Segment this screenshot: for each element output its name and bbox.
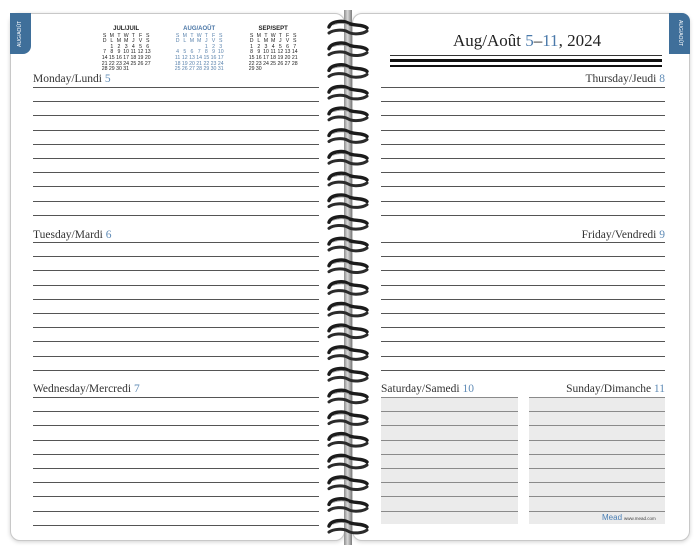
mini-calendar-cell: 22	[108, 60, 115, 67]
mini-calendar-cell: 22	[248, 60, 255, 67]
mini-calendar-cell: 5	[183, 49, 187, 56]
writing-line[interactable]	[381, 285, 665, 286]
writing-line[interactable]	[529, 454, 665, 455]
writing-line[interactable]	[381, 327, 665, 328]
month-tab-right[interactable]: AUG/AOÛT	[669, 13, 690, 54]
mini-calendar-cell: F	[138, 32, 143, 39]
mini-calendar-cell: 15	[203, 54, 210, 61]
writing-line[interactable]	[381, 87, 665, 88]
mini-calendar-august	[174, 27, 224, 73]
writing-line[interactable]	[33, 313, 319, 314]
week-title-end-day: 11	[542, 31, 559, 50]
writing-line[interactable]	[33, 87, 319, 88]
mini-calendar-cell: M	[109, 32, 114, 39]
mini-calendar-cell: 17	[217, 54, 224, 61]
mini-calendar-cell: V	[211, 38, 216, 45]
day-label-thursday: Thursday/Jeudi 8	[585, 73, 665, 85]
writing-line[interactable]	[33, 215, 319, 216]
mini-calendar-cell: 5	[139, 43, 142, 50]
mini-calendar-cell: D	[175, 38, 180, 45]
writing-line[interactable]	[33, 496, 319, 497]
day-label-sunday: Sunday/Dimanche 11	[566, 383, 665, 395]
mini-calendar-cell: 18	[130, 54, 137, 61]
writing-line[interactable]	[529, 482, 665, 483]
mini-calendar-cell: 10	[123, 49, 130, 56]
writing-line[interactable]	[381, 115, 665, 116]
writing-line[interactable]	[33, 201, 319, 202]
mini-calendar-cell: S	[292, 32, 297, 39]
writing-line[interactable]	[33, 468, 319, 469]
mini-calendar-cell: 19	[137, 54, 144, 61]
mini-calendar-cell: 26	[181, 66, 188, 73]
mini-calendar-cell: 13	[189, 54, 195, 61]
mini-calendar-september	[248, 27, 298, 73]
week-title-year: , 2024	[558, 31, 602, 50]
mini-calendar-cell: 25	[270, 60, 277, 67]
mini-calendar-cell: 21	[101, 60, 108, 67]
writing-line[interactable]	[381, 299, 665, 300]
day-label-saturday: Saturday/Samedi 10	[381, 383, 474, 395]
writing-line[interactable]	[381, 454, 518, 455]
mini-calendar-cell: L	[183, 38, 187, 45]
writing-line[interactable]	[381, 172, 665, 173]
writing-line[interactable]	[381, 411, 518, 412]
mini-calendar-cell: 16	[116, 54, 122, 61]
writing-line[interactable]	[33, 525, 319, 526]
mini-calendar-cell: 19	[181, 60, 188, 67]
mini-calendar-cell: 21	[196, 60, 203, 67]
spiral-coil	[329, 282, 367, 294]
mini-calendar-cell: V	[285, 38, 290, 45]
mini-calendar-cell: T	[264, 32, 268, 39]
spiral-coil	[329, 65, 367, 77]
mini-calendar-cell: 23	[255, 60, 262, 67]
mini-calendar-cell: 13	[284, 49, 291, 56]
writing-line[interactable]	[381, 356, 665, 357]
mini-calendar-cell: T	[190, 32, 194, 39]
mini-calendar-week-row	[174, 67, 224, 73]
spiral-coil	[329, 108, 367, 120]
mini-calendar-cell: 27	[144, 60, 151, 67]
mini-calendar-cell: 13	[144, 49, 151, 56]
mini-calendar-cell: 20	[144, 54, 151, 61]
writing-line[interactable]	[33, 454, 319, 455]
mini-calendar-cell: L	[110, 38, 114, 45]
writing-line[interactable]	[529, 411, 665, 412]
mini-calendar-cell: 2	[212, 43, 215, 50]
mini-calendar-cell: 2	[257, 43, 261, 50]
mini-calendar-cell: 14	[291, 49, 298, 56]
writing-line[interactable]	[381, 242, 665, 243]
mini-calendar-cell: 27	[284, 60, 291, 67]
spiral-binding	[323, 10, 373, 546]
writing-line[interactable]	[381, 270, 665, 271]
mini-calendar-cell: S	[102, 32, 107, 39]
writing-line[interactable]	[33, 172, 319, 173]
mini-calendar-cell: M	[196, 38, 202, 45]
mini-calendar-cell: T	[278, 32, 282, 39]
mini-calendar-cell: 4	[131, 43, 135, 50]
mini-calendar-cell	[270, 67, 277, 73]
mini-calendar-cell: 8	[204, 49, 208, 56]
spiral-coil	[329, 238, 367, 250]
mini-calendar-cell: 6	[146, 43, 150, 50]
mini-calendar-cell: 1	[110, 43, 114, 50]
week-title	[412, 31, 642, 51]
mini-calendar-week-row	[101, 67, 151, 73]
month-tab-left[interactable]: AUG/AOÛT	[10, 13, 31, 54]
day-label-tuesday: Tuesday/Mardi 6	[33, 229, 112, 241]
writing-line[interactable]	[33, 144, 319, 145]
mini-calendar-cell: 16	[210, 54, 217, 61]
mini-calendar-cell: 23	[210, 60, 217, 67]
header-rule-thick	[390, 59, 662, 62]
mini-calendar-cell: 3	[264, 43, 268, 50]
mini-calendar-cell: 9	[212, 49, 215, 56]
mini-calendar-cell: T	[131, 32, 135, 39]
writing-line[interactable]	[33, 341, 319, 342]
spiral-coil	[329, 217, 367, 229]
mini-calendar-cell	[144, 67, 151, 73]
mini-calendar-cell: M	[270, 38, 276, 45]
mini-calendar-cell: S	[249, 32, 254, 39]
mini-calendar-cell: 30	[116, 66, 122, 73]
mini-calendar-cell: T	[117, 32, 121, 39]
mini-calendar-cell: 16	[255, 54, 262, 61]
mini-calendar-cell: V	[138, 38, 143, 45]
mini-calendar-cell: T	[204, 32, 208, 39]
sunday-area[interactable]	[529, 397, 665, 524]
spiral-coil	[329, 455, 367, 467]
mini-calendar-cell	[291, 67, 298, 73]
spiral-coil	[329, 173, 367, 185]
writing-line[interactable]	[529, 468, 665, 469]
writing-line[interactable]	[381, 130, 665, 131]
mini-calendar-cell: D	[249, 38, 254, 45]
writing-line[interactable]	[33, 327, 319, 328]
writing-line[interactable]	[33, 115, 319, 116]
writing-line[interactable]	[529, 440, 665, 441]
mini-calendar-cell: 23	[116, 60, 122, 67]
mini-calendar-cell	[284, 67, 291, 73]
mini-calendar-cell: 25	[130, 60, 137, 67]
mini-calendar-cell: S	[145, 32, 150, 39]
mini-calendar-cell: 18	[174, 60, 181, 67]
mini-calendar-cell: M	[256, 32, 261, 39]
writing-line[interactable]	[33, 425, 319, 426]
writing-line[interactable]	[33, 270, 319, 271]
mini-calendar-cell: 17	[263, 54, 269, 61]
writing-line[interactable]	[33, 511, 319, 512]
mini-calendar-cell: 11	[130, 49, 137, 56]
mini-calendar-cell: D	[102, 38, 107, 45]
mini-calendar-cell: 3	[124, 43, 128, 50]
spiral-coil	[329, 520, 367, 532]
writing-line[interactable]	[33, 242, 319, 243]
writing-line[interactable]	[381, 256, 665, 257]
left-page	[10, 13, 345, 541]
mini-calendar-cell: 3	[219, 43, 223, 50]
writing-line[interactable]	[33, 370, 319, 371]
writing-line[interactable]	[381, 144, 665, 145]
writing-line[interactable]	[381, 201, 665, 202]
mini-calendar-cell	[137, 67, 144, 73]
spiral-coil	[329, 499, 367, 511]
mini-calendar-cell: J	[279, 38, 282, 45]
mini-calendar-cell: W	[196, 32, 202, 39]
mini-calendar-cell: 14	[101, 54, 108, 61]
mini-calendar-cell: J	[132, 38, 135, 45]
writing-line[interactable]	[33, 397, 319, 398]
writing-line[interactable]	[33, 285, 319, 286]
writing-line[interactable]	[381, 425, 518, 426]
mini-calendar-cell: 12	[181, 54, 188, 61]
week-title-start-day: 5	[525, 31, 534, 50]
spiral-coil	[329, 130, 367, 142]
mini-calendar-cell: 29	[203, 66, 210, 73]
mini-calendar-cell: 4	[176, 49, 180, 56]
writing-line[interactable]	[381, 341, 665, 342]
mini-calendar-cell: 19	[277, 54, 284, 61]
mini-calendar-july	[101, 27, 151, 73]
spiral-coil	[329, 477, 367, 489]
mini-calendar-cell: 18	[270, 54, 277, 61]
mini-calendar-cell: 20	[189, 60, 195, 67]
spiral-coil	[329, 325, 367, 337]
writing-line[interactable]	[381, 511, 518, 512]
mini-calendar-cell: M	[182, 32, 187, 39]
writing-line[interactable]	[33, 101, 319, 102]
mini-calendar-cell: 17	[123, 54, 130, 61]
week-title-month: Aug/Août	[452, 31, 521, 50]
mini-calendar-cell: 31	[123, 66, 130, 73]
spiral-coil	[329, 390, 367, 402]
mini-calendar-cell: 9	[257, 49, 261, 56]
mini-calendar-cell: 1	[204, 43, 208, 50]
spiral-coil	[329, 260, 367, 272]
writing-line[interactable]	[381, 101, 665, 102]
mini-calendar-cell: M	[123, 38, 129, 45]
mini-calendar-cell: M	[116, 38, 122, 45]
spiral-coil	[329, 412, 367, 424]
mini-calendar-cell: 12	[277, 49, 284, 56]
mini-calendar-cell: M	[263, 38, 269, 45]
mini-calendar-cell: S	[175, 32, 180, 39]
mini-calendar-cell: M	[189, 38, 195, 45]
mini-calendar-title: JUL/JUIL	[113, 26, 140, 32]
spiral-coil	[329, 21, 367, 33]
spiral-coil	[329, 43, 367, 55]
day-label-wednesday: Wednesday/Mercredi 7	[33, 383, 140, 395]
mini-calendar-cell: 8	[110, 49, 114, 56]
mini-calendar-cell: F	[285, 32, 290, 39]
mini-calendar-cell	[262, 67, 269, 73]
spiral-coil	[329, 303, 367, 315]
day-label-friday: Friday/Vendredi 9	[581, 229, 665, 241]
mini-calendar-cell: 29	[108, 66, 115, 73]
writing-line[interactable]	[381, 397, 518, 398]
mini-calendar-cell: 28	[196, 66, 203, 73]
spiral-coil	[329, 347, 367, 359]
mini-calendar-cell: 7	[293, 43, 297, 50]
mini-calendar-cell: J	[205, 38, 208, 45]
mini-calendar-cell: 7	[103, 49, 107, 56]
mini-calendar-cell: S	[218, 38, 223, 45]
writing-line[interactable]	[381, 158, 665, 159]
mini-calendar-cell: W	[270, 32, 276, 39]
mini-calendar-cell: 27	[189, 66, 195, 73]
header-rule-bottom	[390, 65, 662, 67]
writing-line[interactable]	[381, 313, 665, 314]
mini-calendar-cell	[277, 67, 284, 73]
writing-line[interactable]	[33, 411, 319, 412]
writing-line[interactable]	[381, 468, 518, 469]
mini-calendar-cell: 12	[137, 49, 144, 56]
mini-calendar-cell: 20	[284, 54, 291, 61]
writing-line[interactable]	[33, 158, 319, 159]
week-title-dash: –	[533, 31, 543, 50]
mini-calendar-cell: 8	[250, 49, 254, 56]
writing-line[interactable]	[33, 356, 319, 357]
header-rule-thin	[390, 55, 662, 56]
mini-calendar-cell: 1	[250, 43, 254, 50]
writing-line[interactable]	[33, 440, 319, 441]
mini-calendar-cell: S	[218, 32, 223, 39]
mini-calendar-cell: 15	[108, 54, 115, 61]
writing-line[interactable]	[529, 511, 665, 512]
mini-calendar-cell: 14	[196, 54, 203, 61]
mini-calendar-cell: 24	[123, 60, 130, 67]
mini-calendar-cell: S	[145, 38, 150, 45]
mini-calendar-cell: 26	[137, 60, 144, 67]
writing-line[interactable]	[381, 186, 665, 187]
writing-line[interactable]	[529, 397, 665, 398]
mini-calendar-cell: 31	[217, 66, 224, 73]
mini-calendar-cell	[130, 67, 137, 73]
day-label-monday: Monday/Lundi 5	[33, 73, 111, 85]
writing-line[interactable]	[33, 482, 319, 483]
saturday-area[interactable]	[381, 397, 518, 524]
mini-calendar-cell: 30	[255, 66, 262, 73]
mini-calendar-cell: 6	[286, 43, 289, 50]
mini-calendar-cell: 15	[248, 54, 255, 61]
spiral-coil	[329, 369, 367, 381]
writing-line[interactable]	[381, 440, 518, 441]
spiral-coil	[329, 152, 367, 164]
writing-line[interactable]	[33, 256, 319, 257]
mini-calendar-cell: 26	[277, 60, 284, 67]
writing-line[interactable]	[529, 425, 665, 426]
mini-calendar-cell: 11	[270, 49, 276, 56]
mini-calendar-cell: 30	[210, 66, 217, 73]
writing-line[interactable]	[381, 496, 518, 497]
mini-calendar-week-row	[248, 67, 298, 73]
writing-line[interactable]	[381, 482, 518, 483]
mini-calendar-cell: 29	[248, 66, 255, 73]
writing-line[interactable]	[381, 370, 665, 371]
spiral-coil	[329, 434, 367, 446]
mini-calendar-cell: 10	[217, 49, 224, 56]
mini-calendar-cell: L	[257, 38, 261, 45]
mini-calendar-cell: 2	[117, 43, 121, 50]
mini-calendar-title: AUG/AOÛT	[183, 26, 216, 32]
spiral-coil	[329, 86, 367, 98]
writing-line[interactable]	[33, 130, 319, 131]
mini-calendar-cell: 24	[217, 60, 224, 67]
writing-line[interactable]	[33, 299, 319, 300]
mini-calendar-title: SEP/SEPT	[258, 26, 288, 32]
spiral-coil	[329, 195, 367, 207]
mini-calendar-cell: 24	[263, 60, 269, 67]
mini-calendar-cell: 10	[263, 49, 269, 56]
writing-line[interactable]	[33, 186, 319, 187]
mini-calendar-cell: 21	[291, 54, 298, 61]
mini-calendar-cell: S	[292, 38, 297, 45]
mini-calendar-cell: 6	[190, 49, 194, 56]
mini-calendar-cell: 4	[271, 43, 275, 50]
brand-website: www.mead.com	[624, 516, 656, 521]
mini-calendar-cell: 28	[101, 66, 108, 73]
writing-line[interactable]	[529, 496, 665, 497]
mini-calendar-cell: 11	[174, 54, 181, 61]
mini-calendar-cell: 5	[278, 43, 282, 50]
mini-calendar-cell: W	[123, 32, 129, 39]
mini-calendar-cell: 28	[291, 60, 298, 67]
mini-calendar-cell: 9	[117, 49, 121, 56]
mini-calendar-cell: 22	[203, 60, 210, 67]
brand-logo	[602, 513, 656, 522]
writing-line[interactable]	[381, 215, 665, 216]
brand-name: Mead	[602, 513, 623, 522]
mini-calendar-cell: 25	[174, 66, 181, 73]
mini-calendar-cell: F	[211, 32, 216, 39]
mini-calendar-cell: 7	[197, 49, 201, 56]
